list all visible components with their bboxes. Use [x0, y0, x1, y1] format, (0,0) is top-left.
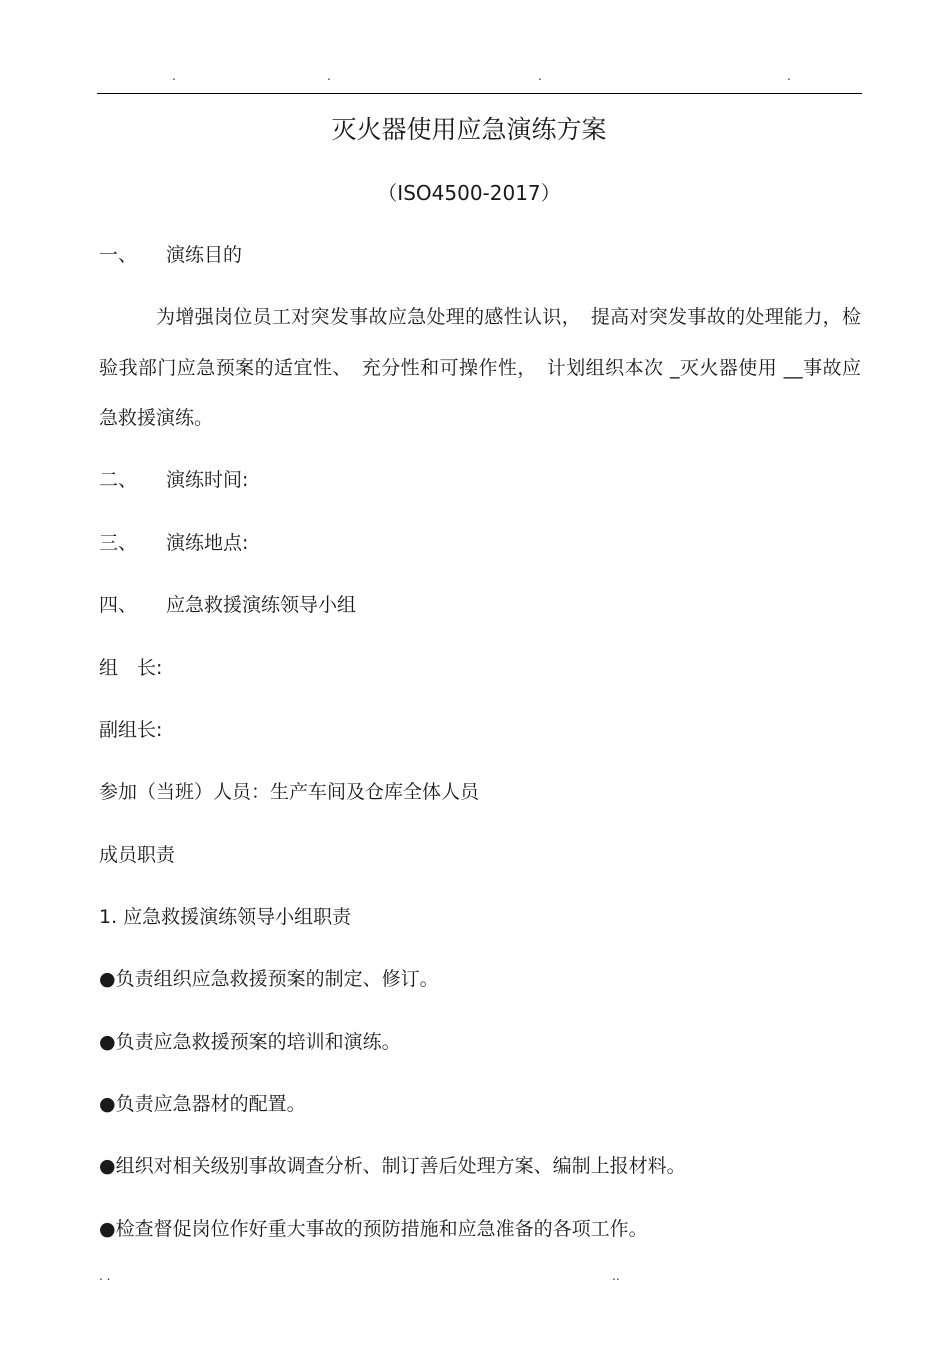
footer-dots-left: . . — [99, 1269, 111, 1283]
bullet-item: ●负责组织应急救援预案的制定、修订。 — [99, 968, 439, 990]
duty-section-1-heading: 1. 应急救援演练领导小组职责 — [99, 906, 352, 928]
deputy-leader-line: 副组长: — [99, 719, 163, 741]
bullet-item: ●负责应急器材的配置。 — [99, 1093, 306, 1115]
bullet-item: ●组织对相关级别事故调查分析、制订善后处理方案、编制上报材料。 — [99, 1155, 686, 1177]
bullet-item: ●检查督促岗位作好重大事故的预防措施和应急准备的各项工作。 — [99, 1218, 648, 1240]
section-1-number: 一、 — [99, 244, 138, 266]
header-dot-1: . — [172, 69, 176, 83]
section-4-number: 四、 — [99, 594, 138, 616]
header-rule — [97, 93, 862, 94]
bullet-item: ●负责应急救援预案的培训和演练。 — [99, 1031, 401, 1053]
leader-line: 组 长: — [99, 657, 163, 679]
header-dot-4: . — [787, 69, 791, 83]
document-subtitle: （ISO4500-2017） — [377, 181, 561, 205]
purpose-paragraph: 为增强岗位员工对突发事故应急处理的感性认识， 提高对突发事故的处理能力，检验我部门应急预案的适宜性、 充分性和可操作性， 计划组织本次 _灭火器使用 __事故应急救援演练。 — [99, 306, 861, 429]
header-dot-3: . — [538, 69, 542, 83]
section-2-heading: 演练时间: — [166, 469, 249, 491]
section-1-heading: 演练目的 — [166, 244, 243, 266]
section-3-number: 三、 — [99, 532, 138, 554]
duties-heading: 成员职责 — [99, 844, 176, 866]
header-dot-2: . — [327, 69, 331, 83]
section-2-number: 二、 — [99, 469, 138, 491]
document-title: 灭火器使用应急演练方案 — [331, 115, 607, 144]
footer-dots-right: .. — [612, 1269, 620, 1283]
section-4-heading: 应急救援演练领导小组 — [166, 594, 357, 616]
section-3-heading: 演练地点: — [166, 532, 249, 554]
participants-line: 参加（当班）人员：生产车间及仓库全体人员 — [99, 781, 480, 803]
